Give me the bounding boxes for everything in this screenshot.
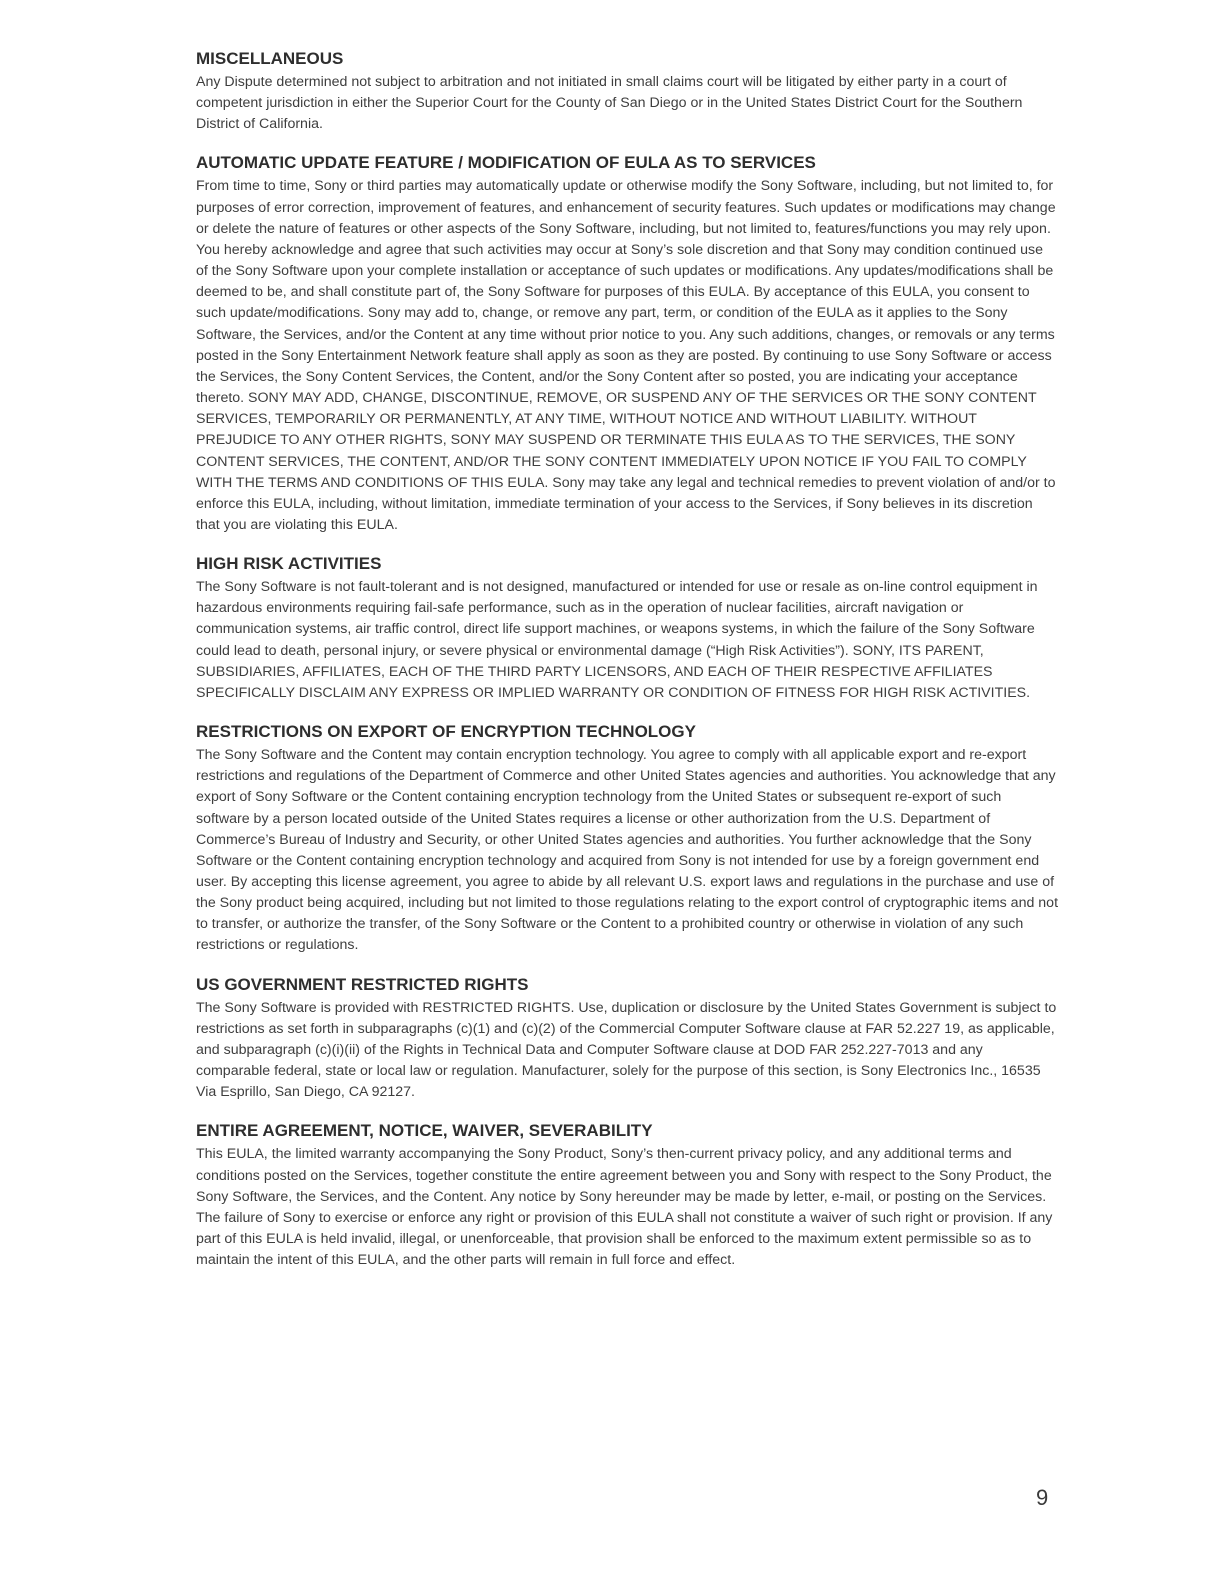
section-miscellaneous xyxy=(196,48,1058,135)
section-automatic-update xyxy=(196,152,1058,536)
section-high-risk-activities xyxy=(196,553,1058,704)
section-us-government-rights xyxy=(196,974,1058,1104)
section-heading: RESTRICTIONS ON EXPORT OF ENCRYPTION TECHNOLOGY xyxy=(196,722,696,742)
section-heading: US GOVERNMENT RESTRICTED RIGHTS xyxy=(196,974,529,994)
section-text: The Sony Software is not fault-tolerant and is not designed, manufactured or intended for use or resale as on-line control equipment in hazardous environments requiring fail-safe performance, such as in the operation of nuclear facilities, aircraft navigation or communication systems, air traffic control, direct life support machines, or weapons systems, in which the failure of the Sony Software could lead to death, personal injury, or severe physical or environmental damage (“High Risk Activities”). SONY, ITS PARENT, SUBSIDIARIES, AFFILIATES, EACH OF THE THIRD PARTY LICENSORS, AND EACH OF THEIR RESPECTIVE AFFILIATES SPECIFICALLY DISCLAIM ANY EXPRESS OR IMPLIED WARRANTY OR CONDITION OF FITNESS FOR HIGH RISK ACTIVITIES. xyxy=(196,579,1038,701)
section-heading: ENTIRE AGREEMENT, NOTICE, WAIVER, SEVERABILITY xyxy=(196,1121,653,1141)
section-text: From time to time, Sony or third parties may automatically update or otherwise modify the Sony Software, including, but not limited to, for purposes of error correction, improvement of features, and enhancement of security features. Such updates or modifications may change or delete the nature of features or other aspects of the Sony Software, including, but not limited to, features/functions you may rely upon. You hereby acknowledge and agree that such activities may occur at Sony’s sole discretion and that Sony may condition continued use of the Sony Software upon your complete installation or acceptance of such updates or modifications. Any updates/modifications shall be deemed to be, and shall constitute part of, the Sony Software for purposes of this EULA. By acceptance of this EULA, you consent to such update/modifications. Sony may add to, change, or remove any part, term, or condition of the EULA as it applies to the Sony Software, the Services, and/or the Content at any time without prior notice to you. Any such additions, changes, or removals or any terms posted in the Sony Entertainment Network feature shall apply as soon as they are posted. By continuing to use Sony Software or access the Services, the Sony Content Services, the Content, and/or the Sony Content after so posted, you are indicating your acceptance thereto. SONY MAY ADD, CHANGE, DISCONTINUE, REMOVE, OR SUSPEND ANY OF THE SERVICES OR THE SONY CONTENT SERVICES, TEMPORARILY OR PERMANENTLY, AT ANY TIME, WITHOUT NOTICE AND WITHOUT LIABILITY. WITHOUT PREJUDICE TO ANY OTHER RIGHTS, SONY MAY SUSPEND OR TERMINATE THIS EULA AS TO THE SERVICES, THE SONY CONTENT SERVICES, THE CONTENT, AND/OR THE SONY CONTENT IMMEDIATELY UPON NOTICE IF YOU FAIL TO COMPLY WITH THE TERMS AND CONDITIONS OF THIS EULA. Sony may take any legal and technical remedies to prevent violation of and/or to enforce this EULA, including, without limitation, immediate termination of your access to the Services, if Sony believes in its discretion that you are violating this EULA. xyxy=(196,178,1056,533)
section-entire-agreement xyxy=(196,1120,1058,1271)
section-heading: MISCELLANEOUS xyxy=(196,49,344,68)
section-text: This EULA, the limited warranty accompanying the Sony Product, Sony’s then-current privacy policy, and any additional terms and conditions posted on the Services, together constitute the entire agreement between you and Sony with respect to the Sony Product, the Sony Software, the Services, and the Content. Any notice by Sony hereunder may be made by letter, e-mail, or posting on the Services. The failure of Sony to exercise or enforce any right or provision of this EULA shall not constitute a waiver of such right or provision. If any part of this EULA is held invalid, illegal, or unenforceable, that provision shall be enforced to the maximum extent permissible so as to maintain the intent of this EULA, and the other parts will remain in full force and effect. xyxy=(196,1146,1053,1269)
section-export-restrictions xyxy=(196,721,1058,957)
document-body xyxy=(196,48,1058,1288)
section-text: The Sony Software is provided with RESTRICTED RIGHTS. Use, duplication or disclosure by the United States Government is subject to restrictions as set forth in subparagraphs (c)(1) and (c)(2) of the Commercial Computer Software clause at FAR 52.227 19, as applicable, and subparagraph (c)(i)(ii) of the Rights in Technical Data and Computer Software clause at DOD FAR 252.227-7013 and any comparable federal, state or local law or regulation. Manufacturer, solely for the purpose of this section, is Sony Electronics Inc., 16535 Via Esprillo, San Diego, CA 92127. xyxy=(196,999,1057,1101)
section-heading: AUTOMATIC UPDATE FEATURE / MODIFICATION OF EULA AS TO SERVICES xyxy=(196,153,816,173)
section-heading: HIGH RISK ACTIVITIES xyxy=(196,554,382,574)
page-number: 9 xyxy=(1036,1485,1049,1510)
section-text: Any Dispute determined not subject to arbitration and not initiated in small claims court will be litigated by either party in a court of competent jurisdiction in either the Superior Court for the County of San Diego or in the United States District Court for the Southern District of California. xyxy=(196,74,1023,133)
section-text: The Sony Software and the Content may contain encryption technology. You agree to comply with all applicable export and re-export restrictions and regulations of the Department of Commerce and other United States agencies and authorities. You acknowledge that any export of Sony Software or the Content containing encryption technology from the United States or subsequent re-export of such software by a person located outside of the United States requires a license or other authorization from the U.S. Department of Commerce’s Bureau of Industry and Security, or other United States agencies and authorities. You further acknowledge that the Sony Software or the Content containing encryption technology and acquired from Sony is not intended for use by a foreign government end user. By accepting this license agreement, you agree to abide by all relevant U.S. export laws and regulations in the purchase and use of the Sony product being acquired, including but not limited to those regulations relating to the export control of cryptographic items and not to transfer, or authorize the transfer, of the Sony Software or the Content to a prohibited country or otherwise in violation of any such restrictions or regulations. xyxy=(196,747,1059,954)
